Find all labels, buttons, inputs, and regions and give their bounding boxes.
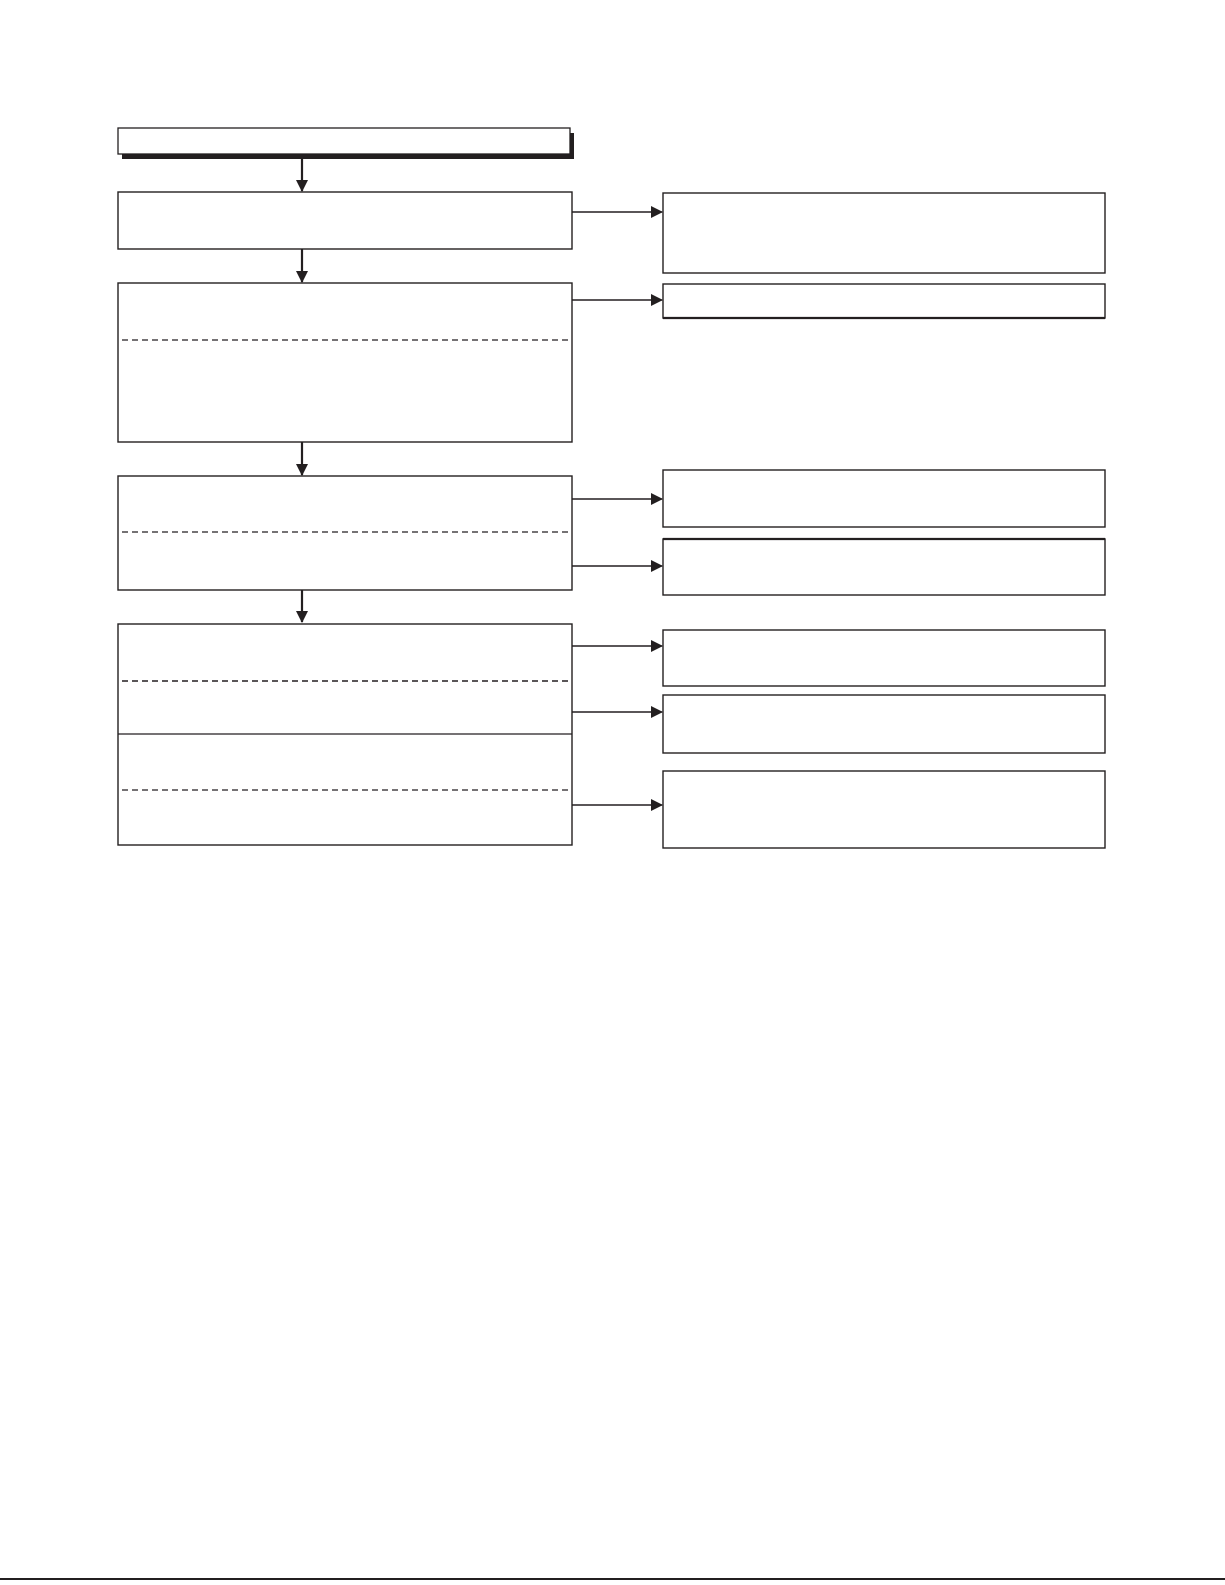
result-box-7 bbox=[663, 771, 1105, 848]
result-box-3 bbox=[663, 470, 1105, 527]
result-box-6 bbox=[663, 695, 1105, 753]
step-box-4 bbox=[118, 624, 572, 845]
result-box-2 bbox=[663, 284, 1105, 318]
title-box bbox=[118, 128, 574, 159]
result-box-4 bbox=[663, 539, 1105, 595]
result-box-1 bbox=[663, 193, 1105, 273]
step-box-1 bbox=[118, 192, 572, 249]
branch-arrows bbox=[572, 212, 662, 805]
step-box-2 bbox=[118, 283, 572, 442]
result-box-5 bbox=[663, 630, 1105, 686]
step-box-3 bbox=[118, 476, 572, 590]
page-bottom-rule bbox=[0, 1578, 1225, 1580]
